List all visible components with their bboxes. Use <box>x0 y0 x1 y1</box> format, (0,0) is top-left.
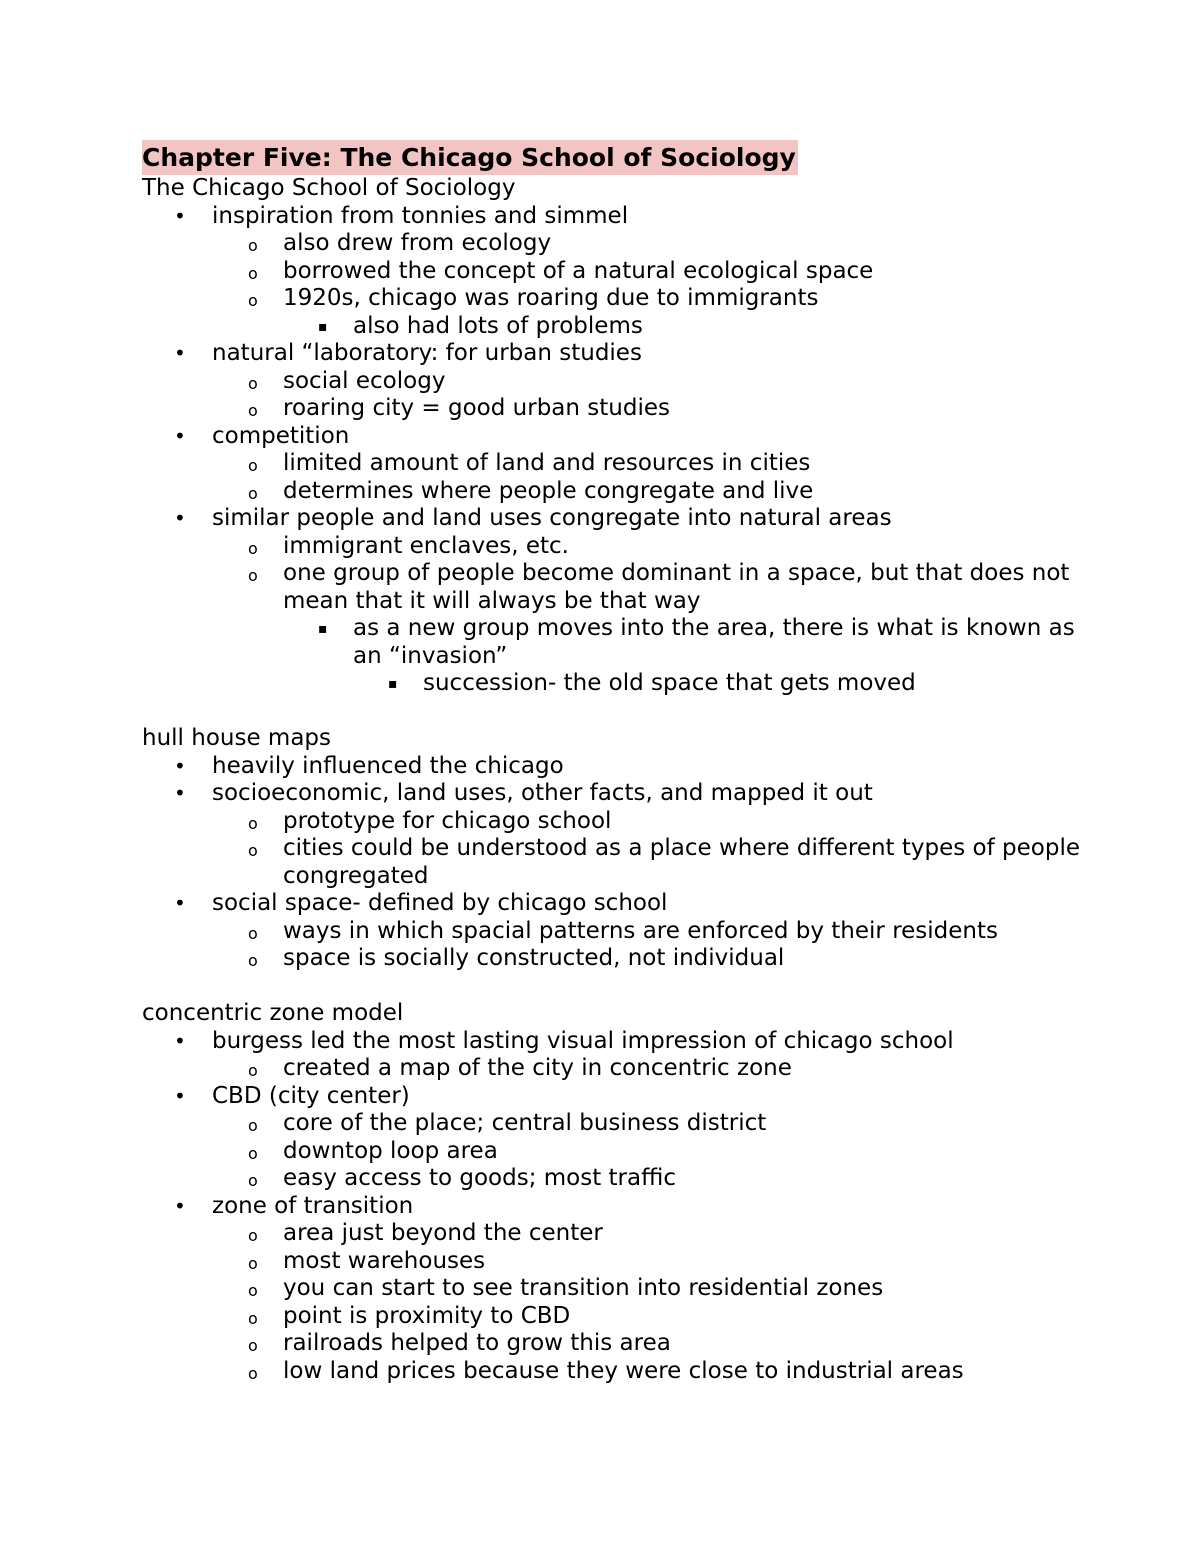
bullet-icon: • <box>174 423 186 448</box>
list-item-text: also drew from ecology <box>283 230 552 256</box>
list-item-text: easy access to goods; most traffic <box>283 1165 676 1191</box>
bullet-icon: o <box>248 236 258 255</box>
list-item-text: point is proximity to CBD <box>283 1302 571 1329</box>
list-item-text: most warehouses <box>283 1247 486 1274</box>
section-heading: hull house maps <box>142 725 331 751</box>
list-item-level-2 <box>142 395 1102 423</box>
list-item-level-2 <box>142 918 1102 946</box>
bullet-icon: o <box>248 813 258 833</box>
bullet-icon: o <box>248 1226 258 1245</box>
document-title: Chapter Five: The Chicago School of Sociology <box>142 140 798 175</box>
list-item-level-2 <box>142 1303 1102 1331</box>
bullet-icon: o <box>248 1363 258 1383</box>
bullet-icon: o <box>248 538 258 558</box>
list-item-text: one group of people become dominant in a space, but that does not mean that it will always be that way <box>283 560 1070 614</box>
list-item-text: low land prices because they were close to industrial areas <box>283 1357 964 1384</box>
bullet-icon: o <box>248 263 258 283</box>
list-item-text: roaring city = good urban studies <box>283 395 670 421</box>
list-item-level-3 <box>142 313 1102 341</box>
list-item-level-2 <box>142 1110 1102 1138</box>
bullet-icon: o <box>248 951 258 970</box>
list-item-text: borrowed the concept of a natural ecological space <box>283 257 874 284</box>
bullet-icon: o <box>248 401 258 420</box>
list-item-text: heavily influenced the chicago <box>212 752 564 779</box>
list-item-text: you can start to see transition into residential zones <box>283 1275 884 1301</box>
list-item-text: determines where people congregate and live <box>283 477 814 504</box>
section-heading: concentric zone model <box>142 1000 404 1026</box>
list-item-level-2 <box>142 478 1102 506</box>
bullet-icon: ▪ <box>388 676 398 692</box>
list-item-level-2 <box>142 258 1102 286</box>
list-item-text: immigrant enclaves, etc. <box>283 532 569 559</box>
bullet-icon: o <box>248 1253 258 1273</box>
list-item-text: inspiration from tonnies and simmel <box>212 202 629 229</box>
bullet-icon: o <box>248 1281 258 1300</box>
list-item-text: as a new group moves into the area, there is what is known as an “invasion” <box>353 615 1075 669</box>
list-item-level-3 <box>142 615 1102 670</box>
list-item-level-1 <box>142 1193 1102 1221</box>
list-item-level-1 <box>142 423 1102 451</box>
list-item-level-2 <box>142 1165 1102 1193</box>
bullet-icon: o <box>248 566 258 585</box>
list-item-level-1 <box>142 890 1102 918</box>
list-item-level-1 <box>142 505 1102 533</box>
list-item-level-2 <box>142 1330 1102 1358</box>
bullet-icon: o <box>248 1308 258 1328</box>
list-item-level-1 <box>142 203 1102 231</box>
bullet-icon: ▪ <box>318 621 328 637</box>
bullet-icon: o <box>248 923 258 943</box>
list-item-text: limited amount of land and resources in cities <box>283 450 811 476</box>
list-item-level-2 <box>142 808 1102 836</box>
list-item-level-1 <box>142 1028 1102 1056</box>
document-page <box>142 140 1102 1385</box>
list-item-text: social ecology <box>283 367 446 394</box>
list-item-text: area just beyond the center <box>283 1220 603 1246</box>
list-item-text: CBD (city center) <box>212 1082 410 1109</box>
list-item-text: 1920s, chicago was roaring due to immigrants <box>283 285 819 311</box>
list-item-text: also had lots of problems <box>353 312 643 339</box>
list-item-text: downtop loop area <box>283 1137 498 1164</box>
bullet-icon: o <box>248 1336 258 1355</box>
list-item-level-2 <box>142 450 1102 478</box>
bullet-icon: o <box>248 1143 258 1163</box>
list-item-text: burgess led the most lasting visual impression of chicago school <box>212 1027 954 1054</box>
list-item-level-2 <box>142 835 1102 890</box>
list-item-level-1 <box>142 1083 1102 1111</box>
list-item-level-2 <box>142 1138 1102 1166</box>
bullet-icon: o <box>248 1116 258 1135</box>
bullet-icon: • <box>174 891 186 915</box>
list-item-level-2 <box>142 560 1102 615</box>
list-item-level-1 <box>142 753 1102 781</box>
list-item-text: zone of transition <box>212 1192 414 1219</box>
list-item-level-2 <box>142 1275 1102 1303</box>
bullet-icon: • <box>174 506 186 530</box>
bullet-icon: o <box>248 373 258 393</box>
bullet-icon: • <box>174 1083 186 1108</box>
bullet-icon: o <box>248 291 258 310</box>
list-item-text: railroads helped to grow this area <box>283 1330 671 1356</box>
list-item-text: prototype for chicago school <box>283 807 612 834</box>
list-item-text: ways in which spacial patterns are enforced by their residents <box>283 917 998 944</box>
bullet-icon: o <box>248 1061 258 1080</box>
list-item-text: succession- the old space that gets moved <box>423 670 916 696</box>
list-item-text: similar people and land uses congregate into natural areas <box>212 505 892 531</box>
bullet-icon: • <box>174 203 186 228</box>
bullet-icon: o <box>248 1171 258 1190</box>
list-item-text: cities could be understood as a place where different types of people congregated <box>283 835 1081 889</box>
list-item-text: space is socially constructed, not individual <box>283 945 785 971</box>
bullet-icon: • <box>174 781 186 805</box>
bullet-icon: • <box>174 753 186 778</box>
list-item-text: social space- defined by chicago school <box>212 890 668 916</box>
bullet-icon: o <box>248 456 258 475</box>
section-heading: The Chicago School of Sociology <box>142 175 516 201</box>
document-body <box>142 175 1102 1385</box>
list-item-level-2 <box>142 368 1102 396</box>
list-item-level-2 <box>142 945 1102 973</box>
bullet-icon: • <box>174 341 186 365</box>
list-item-level-2 <box>142 230 1102 258</box>
list-item-text: socioeconomic, land uses, other facts, and mapped it out <box>212 780 873 806</box>
list-item-level-2 <box>142 1055 1102 1083</box>
bullet-icon: o <box>248 841 258 860</box>
list-item-text: natural “laboratory: for urban studies <box>212 340 642 366</box>
list-item-level-1 <box>142 340 1102 368</box>
list-item-level-2 <box>142 1248 1102 1276</box>
list-item-level-4 <box>142 670 1102 698</box>
list-item-level-1 <box>142 780 1102 808</box>
list-item-level-2 <box>142 285 1102 313</box>
list-item-level-2 <box>142 1358 1102 1386</box>
section-spacer <box>142 973 1102 1001</box>
list-item-text: core of the place; central business district <box>283 1110 767 1136</box>
list-item-text: competition <box>212 422 350 449</box>
bullet-icon: • <box>174 1028 186 1053</box>
list-item-text: created a map of the city in concentric zone <box>283 1055 792 1081</box>
section-spacer <box>142 698 1102 726</box>
bullet-icon: ▪ <box>318 318 328 335</box>
list-item-level-2 <box>142 533 1102 561</box>
bullet-icon: o <box>248 483 258 503</box>
bullet-icon: • <box>174 1193 186 1218</box>
list-item-level-2 <box>142 1220 1102 1248</box>
